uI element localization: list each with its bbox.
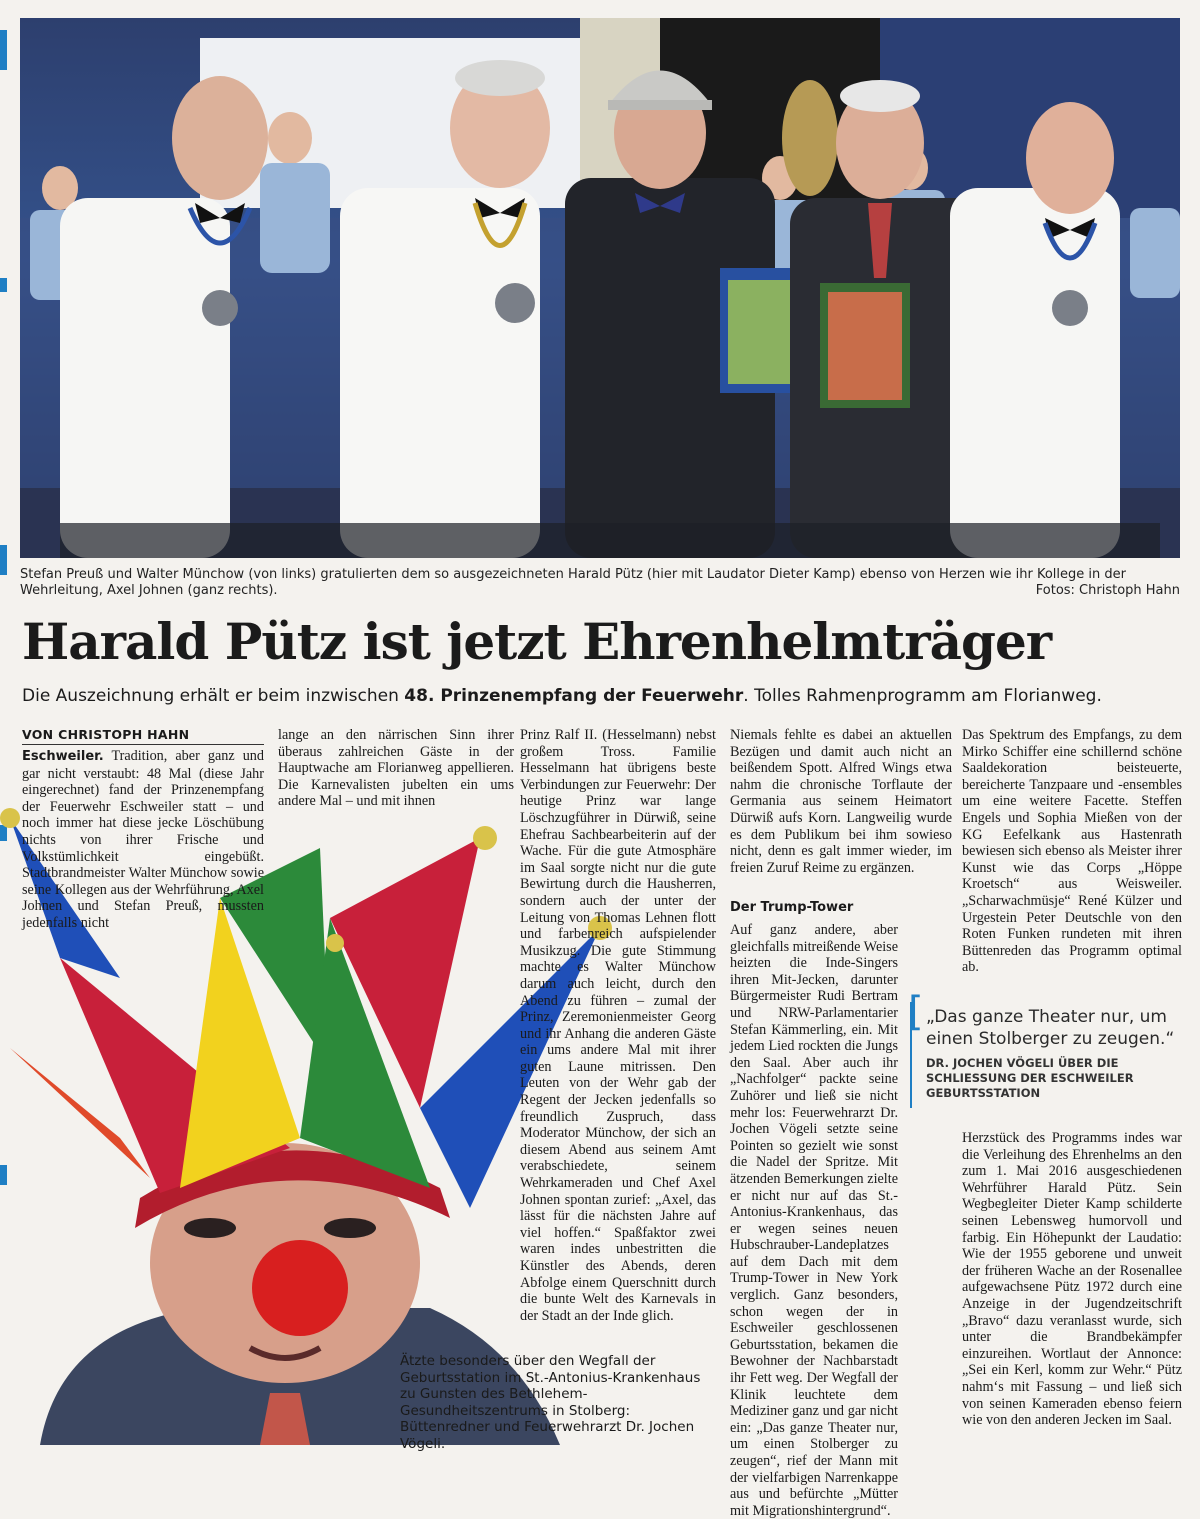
pull-quote-attribution: DR. JOCHEN VÖGELI ÜBER DIE SCHLIESSUNG DER ESCHWEILER GEBURTSSTATION	[926, 1056, 1134, 1100]
subline-part-2: . Tolles Rahmenprogramm am Florianweg.	[743, 686, 1102, 706]
article-column-5b: Herzstück des Programms indes war die Verleihung des Ehrenhelms an den zum 1. Mai 2016 ausgeschiedenen Wehrführer Harald Pütz. Sein Wegbegleiter Dieter Kamp schilderte seinen Lebensweg humorvoll und farbig. Ein Höhepunkt der Laudatio: Wie der 1955 geborene und unweit der früheren Wache an der Rosenallee aufgewachsene Pütz 1972 durch eine Anzeige in der Jugendzeitschrift „Bravo“ dazu veranlasst wurde, sich unter die Brandbekämpfer einzureihen. Wortlaut der Annonce: „Sei ein Kerl, komm zur Wehr.“ Pütz nahm‘s mit Fassung – und ließ sich von seinen Kameraden ebenso feiern wie von den anderen Jecken im Saal.	[962, 1130, 1182, 1429]
byline: VON CHRISTOPH HAHN	[22, 727, 264, 745]
article-column-2: lange an den närrischen Sinn ihrer überaus zahlreichen Gäste in der Hauptwache am Florianweg appellieren. Die Karnevalisten jubelten ein ums andere Mal – und mit ihnen	[278, 727, 514, 810]
article-column-1	[22, 748, 264, 932]
article-column-3: Prinz Ralf II. (Hesselmann) nebst großem Tross. Familie Hesselmann hat übrigens beste Verbindungen zur Feuerwehr: Der heutige Prinz war lange Löschzugführer in Dürwiß, seine Ehefrau Sachbearbeiterin auf der Wache. Für die gute Atmosphäre im Saal sorgte nicht nur die gute Bewirtung durch die Hausherren, sondern auch der unter der Leitung von Thomas Lehnen flott und farbenreich aufspielender Musikzug. Die gute Stimmung machte es Walter Münchow darum auch leicht, durch den Abend zu führen – zumal der Prinz, Zeremonienmeister Georg und ihr Anhang die anderen Gäste ein ums andere Mal mit ihrer guten Laune mitrissen. Den Leuten von der Wehr gab der Regent der Jecken jedenfalls so freundlich Zuspruch, dass Moderator Münchow, der sich an diesem Abend aus seinem Amt verabschiedete, seinem Wehrkameraden und Chef Axel Johnen spontan zurief: „Axel, das lässt für die nächsten Jahre auf viel hoffen.“ Spaßfaktor zwei waren indes unbestritten die Künstler des Abends, deren Abfolge einem Querschnitt durch die bunte Welt des Karnevals in der Stadt an der Inde glich.	[520, 727, 716, 1324]
article-column-5a: Das Spektrum des Empfangs, zu dem Mirko Schiffer eine schillernd schöne Saaldekoration beisteuerte, bereicherte Tanzpaare und -ensembles um eine weitere Facette. Steffen Engels und Sophia Mießen von der KG Eefelkank aus Hastenrath bewiesen sich ebenso als Meister ihrer Kunst wie das Corps „Höppe Kroetsch“ aus Weisweiler. „Scharwachmüsje“ René Külzer und Urgestein Peter Deutschle von den Roten Funken rundeten mit ihren Büttenreden das Programm optimal ab.	[962, 727, 1182, 976]
subhead-trump-tower: Der Trump-Tower	[730, 900, 854, 915]
subline-bold: 48. Prinzenempfang der Feuerwehr	[404, 686, 744, 706]
pull-quote-text: „Das ganze Theater nur, um einen Stolberger zu zeugen.“	[926, 1007, 1175, 1049]
clown-nose-icon	[252, 1240, 348, 1336]
dateline: Eschweiler.	[22, 749, 104, 764]
article-headline: Harald Pütz ist jetzt Ehrenhelmträger	[22, 612, 1052, 671]
photo-illustration	[20, 18, 1180, 558]
jester-caption: Ätzte besonders über den Wegfall der Geburtsstation im St.-Antonius-Krankenhaus zu Gunsten des Bethlehem-Gesundheitszentrums in Stolberg: Büttenredner und Feuerwehrarzt Dr. Jochen Vögeli.	[400, 1353, 701, 1452]
quote-bracket-icon: [	[908, 989, 924, 1035]
column-1-text: Tradition, aber ganz und gar nicht verstaubt: 48 Mal (diese Jahr eingerechnet) fand der Prinzenempfang der Feuerwehr Eschweiler statt – und noch immer hat diese jecke Löschübung nichts von ihrer Frische und Volkstümlichkeit eingebüßt. Stadtbrandmeister Walter Münchow sowie seine Kollegen aus der Wehrführung, Axel Johnen und Stefan Preuß, mussten jedenfalls nicht	[22, 748, 264, 931]
article-column-4a: Niemals fehlte es dabei an aktuellen Bezügen und damit auch nicht an beißendem Spott. Alfred Wings etwa nahm die chronische Torflaute der Germania aus seinem Heimatort Dürwiß aufs Korn. Langweilig wurde es dem Publikum bei ihm sowieso nicht, denn es galt immer wieder, im freien Zuruf Reime zu ergänzen.	[730, 727, 952, 876]
photo-caption: Stefan Preuß und Walter Münchow (von links) gratulierten dem so ausgezeichneten Harald Pütz (hier mit Laudator Dieter Kamp) ebenso von Herzen wie ihr Kollege in der Wehrleitung, Axel Johnen (ganz rechts).	[20, 567, 1126, 598]
main-photo	[20, 18, 1180, 558]
subline-part-1: Die Auszeichnung erhält er beim inzwischen	[22, 686, 405, 706]
photo-credit: Fotos: Christoph Hahn	[1035, 583, 1180, 598]
article-column-4b: Auf ganz andere, aber gleichfalls mitreißende Weise heizten die Inde-Singers ihren Mit-Jecken, darunter Bürgermeister Rudi Bertram und NRW-Parlamentarier Stefan Kämmerling, ein. Mit jedem Lied rockten die Jungs den Saal. Aber auch ihr „Nachfolger“ packte seine Zuhörer und ließ sie nicht mehr los: Feuerwehrarzt Dr. Jochen Vögeli setzte seine Pointen so gezielt wie sonst die Nadel der Spritze. Mit ätzenden Bemerkungen zielte er nicht nur auf das St.-Antonius-Krankenhaus, das er wegen seines neuen Hubschrauber-Landeplatzes auf dem Dach mit dem Trump-Tower in New York verglich. Ganz besonders, schon wegen der in Eschweiler geschlossenen Geburtsstation, bekamen die Bewohner der Nachbarstadt ihr Fett weg. Der Wegfall der Klinik leuchtete dem Mediziner ganz und gar nicht ein: „Das ganze Theater nur, um einen Stolberger zu zeugen“, rief der Mann mit der vielfarbigen Narrenkappe aus und befürchte „Mütter mit Migrationshintergrund“.	[730, 922, 898, 1519]
pull-quote	[908, 989, 1182, 1108]
article-subline	[22, 686, 1192, 706]
